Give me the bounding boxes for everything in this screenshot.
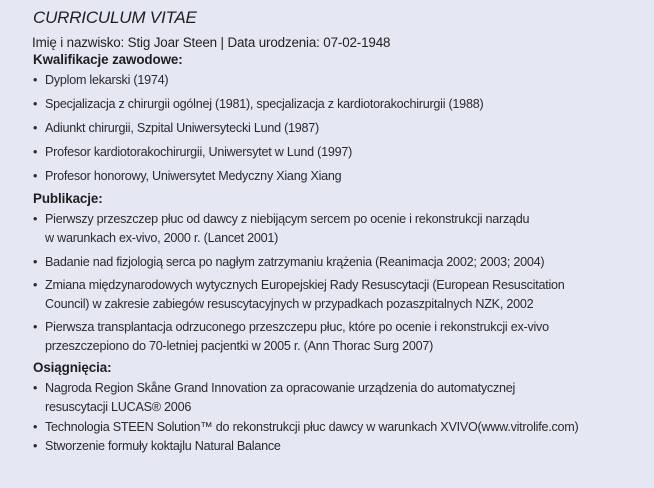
bullet-glyph: • xyxy=(33,169,38,184)
bullet-glyph: • xyxy=(33,419,38,434)
publication-item-text: w warunkach ex-vivo, 2000 r. (Lancet 2001) xyxy=(45,231,279,246)
identity-line: Imię i nazwisko: Stig Joar Steen | Data urodzenia: 07-02-1948 xyxy=(32,35,391,50)
bullet-glyph: • xyxy=(33,381,38,396)
achievement-item xyxy=(32,437,654,456)
achievement-item xyxy=(32,418,654,437)
publication-item-text: Zmiana międzynarodowych wytycznych Europejskiej Rady Resuscytacji (European Resuscitation xyxy=(45,277,565,292)
bullet-glyph: • xyxy=(33,320,38,335)
achievements-heading: Osiągnięcia: xyxy=(33,360,112,376)
publication-item-text: Council) w zakresie zabiegów resuscytacyjnych w przypadkach pozaszpitalnych NZK, 2002 xyxy=(45,296,534,311)
qualification-item-text: Profesor honorowy, Uniwersytet Medyczny Xiang Xiang xyxy=(45,169,342,184)
qualification-item xyxy=(32,143,654,163)
qualification-item-text: Dyplom lekarski (1974) xyxy=(45,73,169,87)
publication-item xyxy=(32,210,654,248)
bullet-glyph: • xyxy=(33,121,38,136)
bullet-glyph: • xyxy=(33,145,38,160)
qualification-item xyxy=(32,95,654,115)
achievement-item-text: Stworzenie formuły koktajlu Natural Balance xyxy=(45,439,281,454)
publication-item-text: Pierwsza transplantacja odrzuconego przeszczepu płuc, które po ocenie i rekonstrukcji ex-vivo xyxy=(45,320,549,335)
publications-list xyxy=(32,210,654,356)
publication-item xyxy=(32,318,654,356)
qualification-item-text: Profesor kardiotorakochirurgii, Uniwersytet w Lund (1997) xyxy=(45,145,353,160)
publication-item-text: przeszczepiono do 70-letniej pacjentki w 2005 r. (Ann Thorac Surg 2007) xyxy=(45,339,434,354)
bullet-glyph: • xyxy=(33,254,38,269)
bullet-glyph: • xyxy=(33,439,38,454)
achievement-item-text: Technologia STEEN Solution™ do rekonstrukcji płuc dawcy w warunkach XVIVO(www.vitrolife.com) xyxy=(45,419,579,434)
publication-item xyxy=(32,253,654,272)
qualification-item xyxy=(32,71,654,91)
qualification-item xyxy=(32,167,654,187)
publications-heading: Publikacje: xyxy=(33,191,103,207)
qualification-item-text: Adiunkt chirurgii, Szpital Uniwersytecki Lund (1987) xyxy=(45,121,319,136)
bullet-glyph: • xyxy=(33,97,38,112)
achievement-item-text: Nagroda Region Skåne Grand Innovation za opracowanie urządzenia do automatycznej xyxy=(45,381,516,396)
achievement-item-text: resuscytacji LUCAS® 2006 xyxy=(45,400,192,415)
publication-item xyxy=(32,276,654,314)
qualification-item xyxy=(32,119,654,139)
bullet-glyph: • xyxy=(33,73,38,87)
qualification-item-text: Specjalizacja z chirurgii ogólnej (1981), specjalizacja z kardiotorakochirurgii (1988) xyxy=(45,97,484,112)
cv-title: CURRICULUM VITAE xyxy=(33,8,197,27)
achievement-item xyxy=(32,379,654,417)
bullet-glyph: • xyxy=(33,212,38,227)
publication-item-text: Badanie nad fizjologią serca po nagłym zatrzymaniu krążenia (Reanimacja 2002; 2003; 2004) xyxy=(45,254,545,269)
achievements-list xyxy=(32,379,654,456)
qualifications-heading: Kwalifikacje zawodowe: xyxy=(33,52,183,67)
bullet-glyph: • xyxy=(33,277,38,292)
qualifications-list xyxy=(32,71,654,187)
publication-item-text: Pierwszy przeszczep płuc od dawcy z niebijącym sercem po ocenie i rekonstrukcji narządu xyxy=(45,212,530,227)
